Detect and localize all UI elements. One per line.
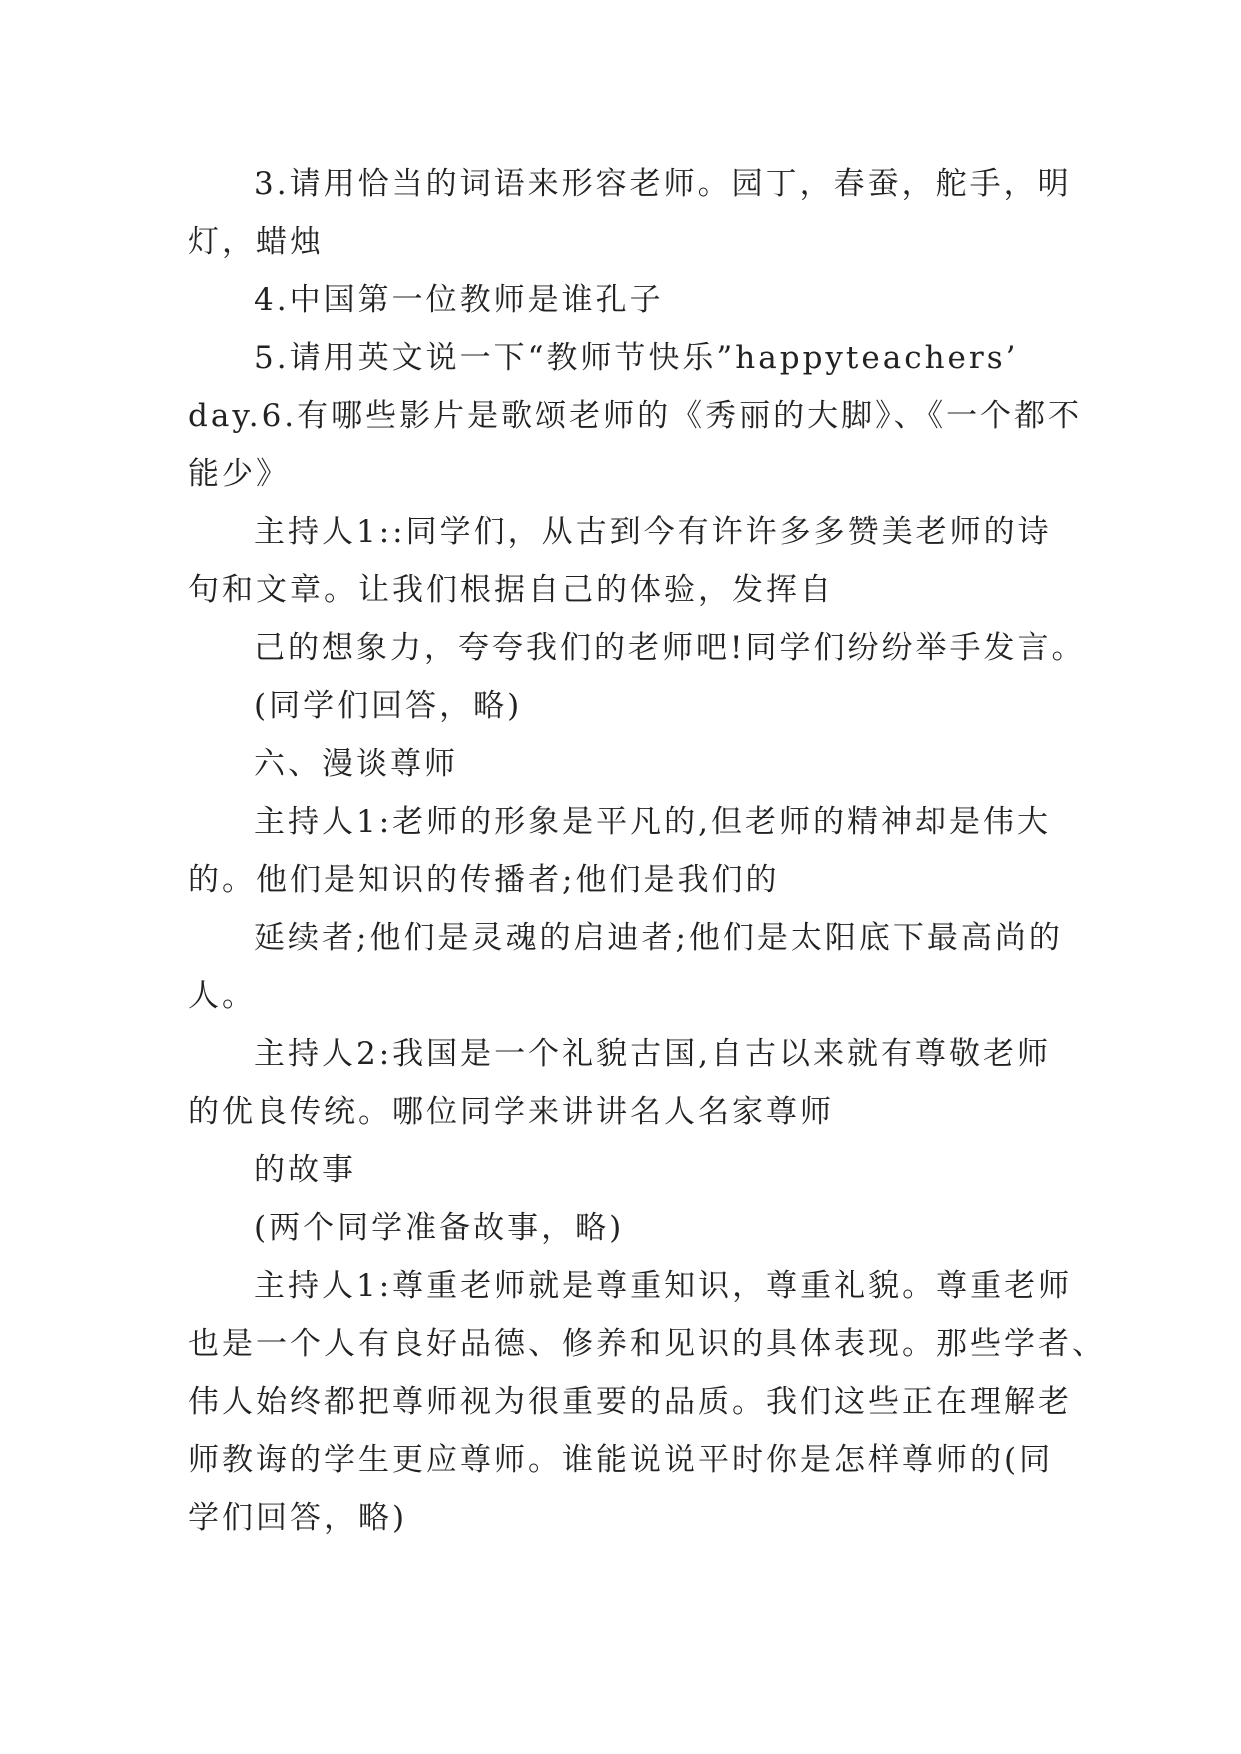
text-line: 3.请用恰当的词语来形容老师。园丁，春蚕，舵手，明 [254, 166, 1072, 202]
text-line: 学们回答，略) [188, 1500, 408, 1536]
text-line: 能少》 [188, 456, 290, 492]
text-line: 5.请用英文说一下“教师节快乐”happyteachers’ [254, 340, 1019, 376]
text-line: 主持人1:老师的形象是平凡的,但老师的精神却是伟大 [254, 804, 1052, 840]
text-line: 灯，蜡烛 [188, 224, 324, 260]
text-line: 的优良传统。哪位同学来讲讲名人名家尊师 [188, 1094, 834, 1130]
text-line: 师教诲的学生更应尊师。谁能说说平时你是怎样尊师的(同 [188, 1442, 1054, 1478]
text-line: day.6.有哪些影片是歌颂老师的《秀丽的大脚》、《一个都不 [188, 398, 1083, 434]
text-line: 也是一个人有良好品德、修养和见识的具体表现。那些学者、 [188, 1326, 1106, 1362]
text-line: 己的想象力，夸夸我们的老师吧!同学们纷纷举手发言。 [254, 630, 1086, 666]
text-line: 句和文章。让我们根据自己的体验，发挥自 [188, 572, 834, 608]
text-line: 延续者;他们是灵魂的启迪者;他们是太阳底下最高尚的 [254, 920, 1063, 956]
text-line: 的故事 [254, 1152, 356, 1188]
text-line: 主持人2:我国是一个礼貌古国,自古以来就有尊敬老师 [254, 1036, 1052, 1072]
text-line: (两个同学准备故事，略) [254, 1210, 625, 1246]
text-line: 的。他们是知识的传播者;他们是我们的 [188, 862, 780, 898]
text-line: 人。 [188, 978, 256, 1014]
text-line: 六、漫谈尊师 [254, 746, 458, 782]
document-body [188, 155, 1106, 1547]
text-line: 主持人1::同学们，从古到今有许许多多赞美老师的诗 [254, 514, 1052, 550]
text-line: (同学们回答，略) [254, 688, 523, 724]
text-line: 伟人始终都把尊师视为很重要的品质。我们这些正在理解老 [188, 1384, 1072, 1420]
text-line: 主持人1:尊重老师就是尊重知识，尊重礼貌。尊重老师 [254, 1268, 1073, 1304]
text-line: 4.中国第一位教师是谁孔子 [254, 282, 664, 318]
